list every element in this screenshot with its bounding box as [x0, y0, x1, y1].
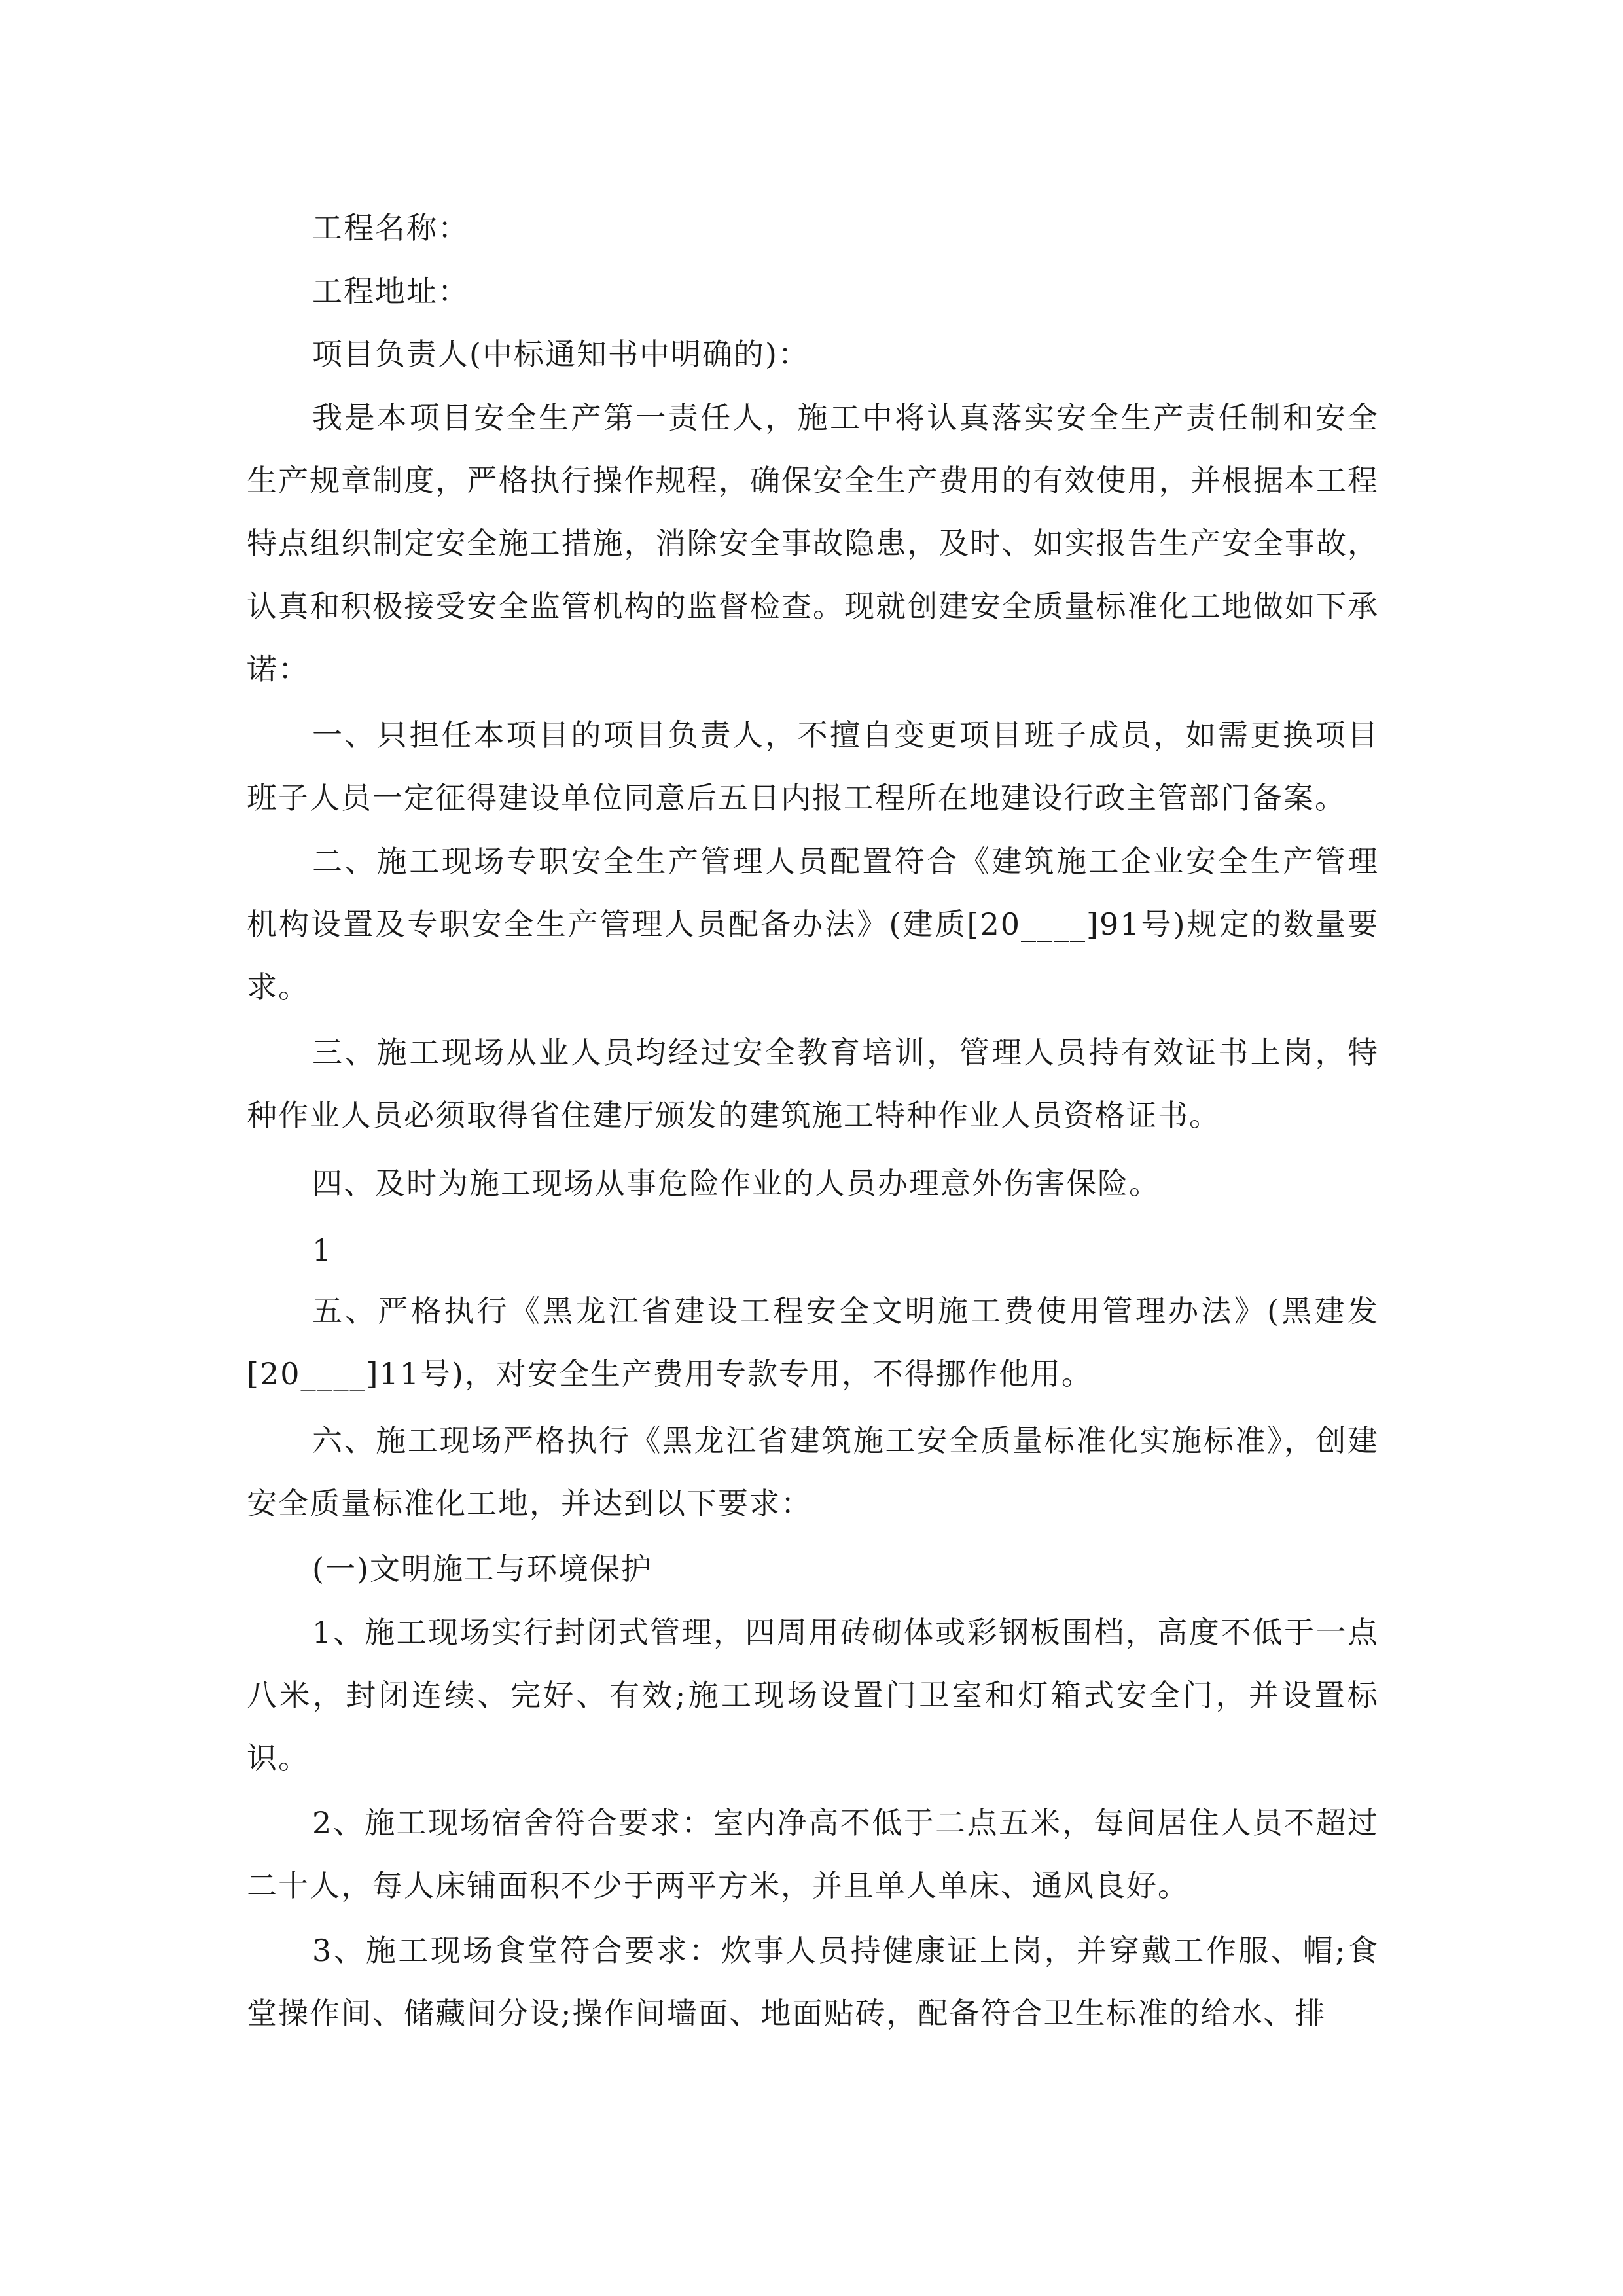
commitment-item-5: 五、严格执行《黑龙江省建设工程安全文明施工费使用管理办法》(黑建发[20____]11号)，对安全生产费用专款专用，不得挪作他用。: [247, 1293, 1379, 1391]
intro-paragraph: 我是本项目安全生产第一责任人，施工中将认真落实安全生产责任制和安全生产规章制度，严格执行操作规程，确保安全生产费用的有效使用，并根据本工程特点组织制定安全施工措施，消除安全事故隐患，及时、如实报告生产安全事故，认真和积极接受安全监管机构的监督检查。现就创建安全质量标准化工地做如下承诺：: [247, 400, 1379, 687]
requirement-1: 1、施工现场实行封闭式管理，四周用砖砌体或彩钢板围档，高度不低于一点八米，封闭连续、完好、有效;施工现场设置门卫室和灯箱式安全门，并设置标识。: [247, 1615, 1379, 1776]
page-number: 1: [312, 1232, 333, 1268]
project-address-line: 工程地址：: [312, 274, 469, 309]
commitment-item-1: 一、只担任本项目的项目负责人，不擅自变更项目班子成员，如需更换项目班子人员一定征得建设单位同意后五日内报工程所在地建设行政主管部门备案。: [247, 717, 1379, 816]
commitment-item-2: 二、施工现场专职安全生产管理人员配置符合《建筑施工企业安全生产管理机构设置及专职安全生产管理人员配备办法》(建质[20____]91号)规定的数量要求。: [247, 844, 1379, 1005]
project-manager-line: 项目负责人(中标通知书中明确的)：: [312, 336, 810, 372]
requirement-3: 3、施工现场食堂符合要求：炊事人员持健康证上岗，并穿戴工作服、帽;食堂操作间、储藏间分设;操作间墙面、地面贴砖，配备符合卫生标准的给水、排: [247, 1933, 1379, 2031]
requirement-2: 2、施工现场宿舍符合要求：室内净高不低于二点五米，每间居住人员不超过二十人，每人床铺面积不少于两平方米，并且单人单床、通风良好。: [247, 1805, 1379, 1903]
sub-heading-civilized-construction: (一)文明施工与环境保护: [312, 1551, 652, 1587]
commitment-item-6: 六、施工现场严格执行《黑龙江省建筑施工安全质量标准化实施标准》，创建安全质量标准化工地，并达到以下要求：: [247, 1423, 1379, 1521]
commitment-item-3: 三、施工现场从业人员均经过安全教育培训，管理人员持有效证书上岗，特种作业人员必须取得省住建厅颁发的建筑施工特种作业人员资格证书。: [247, 1035, 1379, 1133]
project-name-line: 工程名称：: [312, 210, 469, 245]
commitment-item-4: 四、及时为施工现场从事危险作业的人员办理意外伤害保险。: [312, 1166, 1160, 1201]
